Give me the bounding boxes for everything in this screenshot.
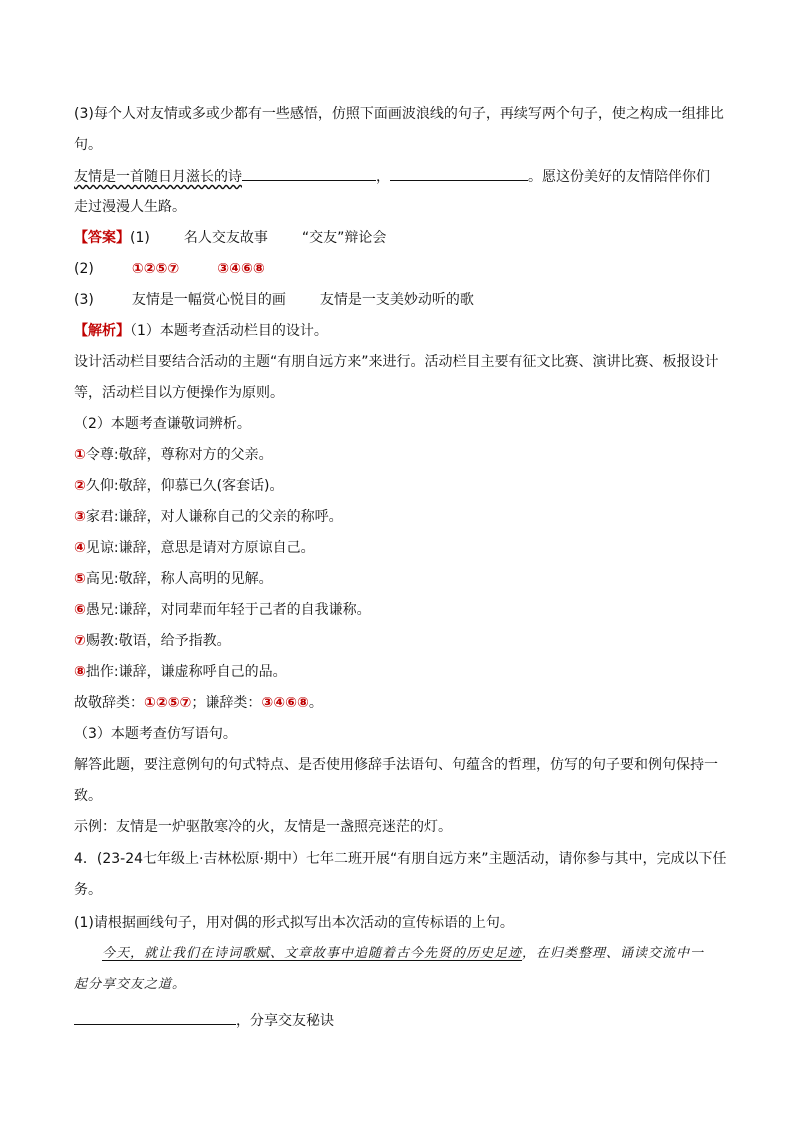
answer-3-value-1: 友情是一幅赏心悦目的画 [131, 292, 286, 308]
q3-prompt-line2: 句。 [74, 137, 102, 153]
answer-2-value-1: ①②⑤⑦ [131, 261, 180, 277]
q3-sentence-line [74, 166, 710, 187]
slogan-blank[interactable] [74, 1010, 236, 1025]
slogan-tail: ，分享交友秘诀 [236, 1013, 334, 1029]
q3-sentence-line2: 走过漫漫人生路。 [74, 199, 186, 215]
answer-2-number: (2) [74, 261, 94, 277]
q4-prompt-line2: 务。 [74, 882, 102, 898]
term-item-5: ⑤高见:敬辞，称人高明的见解。 [74, 571, 273, 587]
q3-prompt-line1: (3)每个人对友情或多或少都有一些感悟，仿照下面画波浪线的句子，再续写两个句子，使之构成一组排比 [74, 106, 724, 122]
answer-1-value-1: 名人交友故事 [183, 230, 268, 246]
q3-sentence-tail: 。愿这份美好的友情陪伴你们 [528, 169, 710, 185]
comma: ， [376, 169, 390, 185]
q4-subquestion-1: (1)请根据画线句子，用对偶的形式拟写出本次活动的宣传标语的上句。 [74, 915, 514, 931]
analysis-summary: 故敬辞类：①②⑤⑦；谦辞类：③④⑥⑧。 [74, 695, 323, 711]
quoted-passage-line2: 起分享交友之道。 [74, 977, 187, 992]
term-item-4: ④见谅:谦辞，意思是请对方原谅自己。 [74, 540, 315, 556]
answer-blank-1[interactable] [242, 166, 376, 181]
analysis-part-1-heading: （1）本题考查活动栏目的设计。 [130, 323, 328, 339]
answer-1-number: (1) [130, 230, 150, 246]
answer-row-2 [74, 259, 265, 279]
answer-3-number: (3) [74, 292, 94, 308]
q4-answer-line [74, 1010, 334, 1031]
quoted-passage-line1: 今天，就让我们在诗词歌赋、文章故事中追随着古今先贤的历史足迹，在归类整理、诵读交流中一 [102, 946, 705, 961]
wavy-underlined-sentence: 友情是一首随日月滋长的诗 [74, 169, 242, 185]
analysis-label: 【解析】 [74, 323, 130, 339]
analysis-part-3-line1: 解答此题，要注意例句的句式特点、是否使用修辞手法语句、句蕴含的哲理，仿写的句子要和例句保持一 [74, 757, 718, 773]
answer-label: 【答案】 [74, 230, 130, 246]
analysis-part-3-line2: 致。 [74, 788, 102, 804]
analysis-part-2-heading: （2）本题考查谦敬词辨析。 [74, 416, 251, 432]
answer-row-3 [74, 290, 474, 310]
term-item-7: ⑦赐教:敬语，给予指教。 [74, 633, 231, 649]
analysis-part-3-heading: （3）本题考查仿写语句。 [74, 726, 237, 742]
term-item-6: ⑥愚兄:谦辞，对同辈而年轻于己者的自我谦称。 [74, 602, 371, 618]
underlined-sentence: 今天，就让我们在诗词歌赋、文章故事中追随着古今先贤的历史足迹 [102, 946, 523, 961]
term-item-3: ③家君:谦辞，对人谦称自己的父亲的称呼。 [74, 509, 343, 525]
analysis-part-1-line1: 设计活动栏目要结合活动的主题“有朋自远方来”来进行。活动栏目主要有征文比赛、演讲比赛、板报设计 [74, 354, 719, 370]
analysis-example: 示例：友情是一炉驱散寒冷的火，友情是一盏照亮迷茫的灯。 [74, 819, 452, 835]
analysis-part-1-line2: 等，活动栏目以方便操作为原则。 [74, 385, 284, 401]
term-item-2: ②久仰:敬辞，仰慕已久(客套话)。 [74, 478, 284, 494]
answer-2-value-2: ③④⑥⑧ [217, 261, 265, 277]
answer-1-value-2: “交友”辩论会 [301, 230, 387, 246]
answer-blank-2[interactable] [390, 166, 528, 181]
term-item-1: ①令尊:敬辞，尊称对方的父亲。 [74, 447, 273, 463]
answer-row-1 [74, 228, 386, 248]
q4-prompt-line1: 4．(23-24七年级上·吉林松原·期中）七年二班开展“有朋自远方来”主题活动，请你参与其中，完成以下任 [74, 851, 727, 867]
term-item-8: ⑧拙作:谦辞，谦虚称呼自己的品。 [74, 664, 287, 680]
answer-3-value-2: 友情是一支美妙动听的歌 [319, 292, 474, 308]
analysis-row-1 [74, 321, 328, 341]
